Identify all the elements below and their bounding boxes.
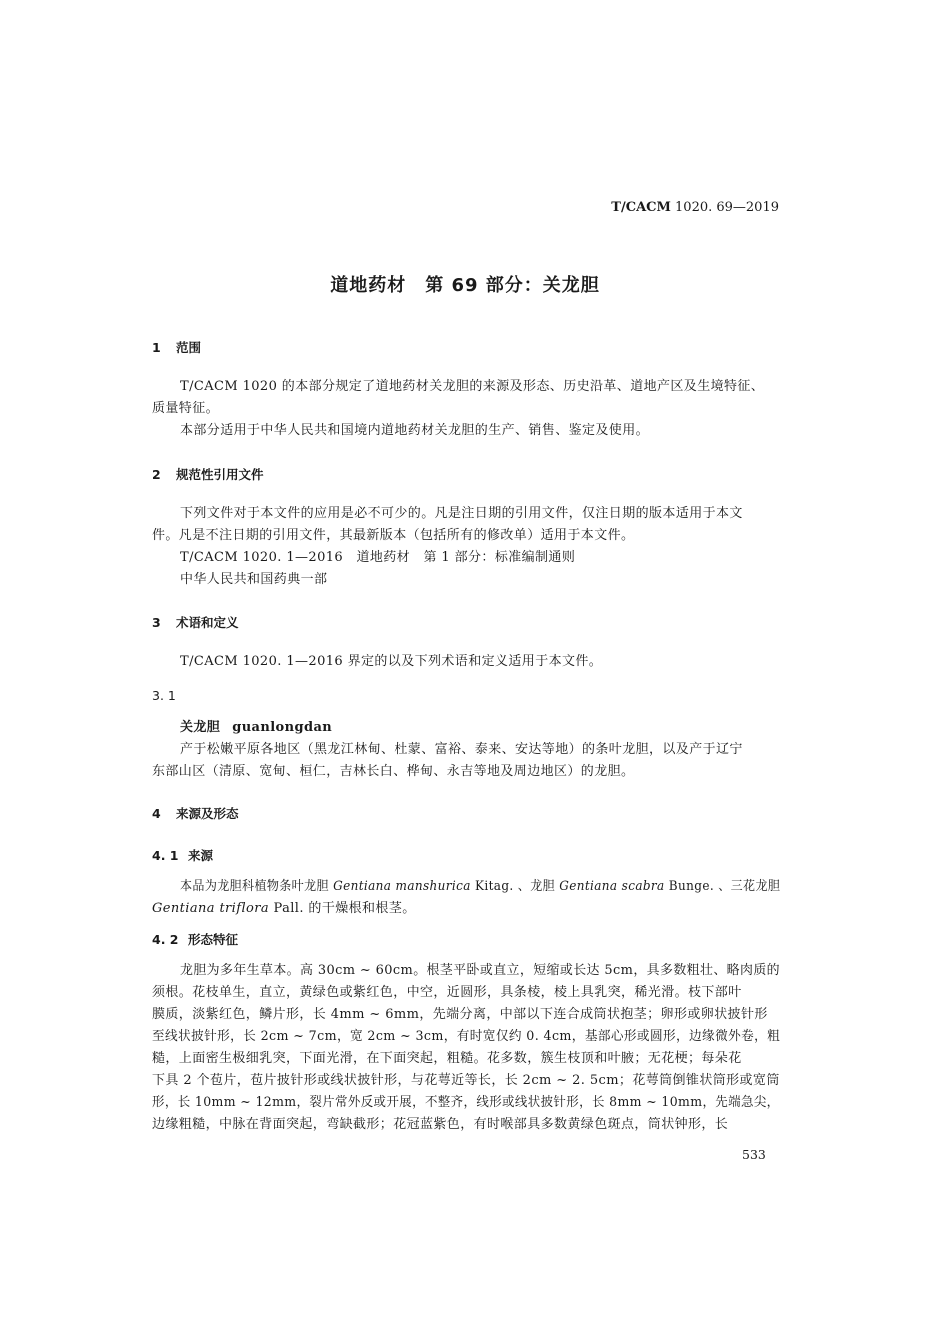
s1-paragraph-1-line-1: T/CACM 1020 的本部分规定了道地药材关龙胆的来源及形态、历史沿革、道地产区及生境特征、 — [180, 379, 765, 394]
term-english: guanlongdan — [232, 720, 333, 735]
term-chinese: 关龙胆 — [180, 720, 221, 735]
s2-paragraph-line-2: 件。凡是不注日期的引用文件，其最新版本（包括所有的修改单）适用于本文件。 — [152, 528, 635, 543]
s2-reference-1: T/CACM 1020. 1—2016 道地药材 第 1 部分：标准编制通则 — [180, 550, 576, 565]
s2-paragraph-line-1: 下列文件对于本文件的应用是必不可少的。凡是注日期的引用文件，仅注日期的版本适用于本文 — [180, 506, 743, 521]
morphology-line: 须根。花枝单生，直立，黄绿色或紫红色，中空，近圆形，具条棱，棱上具乳突，稀光滑。枝下部叶 — [152, 985, 742, 1000]
section-4-2-heading: 4. 2 形态特征 — [152, 932, 239, 947]
source-line-2: Gentiana triflora Pall. 的干燥根和根茎。 — [152, 901, 416, 916]
morphology-line: 糙，上面密生极细乳突，下面光滑，在下面突起，粗糙。花多数，簇生枝顶和叶腋；无花梗；每朵花 — [152, 1051, 742, 1066]
source-line-1: 本品为龙胆科植物条叶龙胆 Gentiana manshurica Kitag. 、龙胆 Gentiana scabra Bunge. 、三花龙胆 — [180, 879, 781, 894]
s3-paragraph: T/CACM 1020. 1—2016 界定的以及下列术语和定义适用于本文件。 — [180, 654, 603, 669]
species-name: Gentiana scabra — [559, 879, 665, 894]
term-definition-line-2: 东部山区（清原、宽甸、桓仁，吉林长白、桦甸、永吉等地及周边地区）的龙胆。 — [152, 764, 635, 779]
section-4-1-heading: 4. 1 来源 — [152, 848, 214, 863]
morphology-line: 膜质，淡紫红色，鳞片形，长 4mm ~ 6mm，先端分离，中部以下连合成筒状抱茎；卵形或卵状披针形 — [152, 1007, 768, 1022]
standard-number: T/CACM 1020. 69—2019 — [611, 200, 779, 215]
morphology-line: 至线状披针形，长 2cm ~ 7cm，宽 2cm ~ 3cm，有时宽仅约 0. 4cm，基部心形或圆形，边缘微外卷，粗 — [152, 1029, 781, 1044]
s1-paragraph-1-line-2: 质量特征。 — [152, 401, 220, 416]
morphology-line: 龙胆为多年生草本。高 30cm ~ 60cm。根茎平卧或直立，短缩或长达 5cm，具多数粗壮、略肉质的 — [180, 963, 781, 978]
section-2-heading: 2 规范性引用文件 — [152, 467, 264, 482]
section-3-heading: 3 术语和定义 — [152, 615, 239, 630]
section-1-heading: 1 范围 — [152, 340, 202, 355]
section-3-1-number: 3. 1 — [152, 688, 176, 703]
section-4-heading: 4 来源及形态 — [152, 806, 239, 821]
s1-paragraph-2: 本部分适用于中华人民共和国境内道地药材关龙胆的生产、销售、鉴定及使用。 — [180, 423, 650, 438]
term-entry — [180, 717, 332, 738]
term-definition-line-1: 产于松嫩平原各地区（黑龙江林甸、杜蒙、富裕、泰来、安达等地）的条叶龙胆，以及产于辽宁 — [180, 742, 743, 757]
morphology-line: 边缘粗糙，中脉在背面突起，弯缺截形；花冠蓝紫色，有时喉部具多数黄绿色斑点，筒状钟形，长 — [152, 1117, 729, 1132]
species-name: Gentiana manshurica — [333, 879, 471, 894]
page-title: 道地药材 第 69 部分：关龙胆 — [330, 275, 600, 296]
morphology-line: 下具 2 个苞片，苞片披针形或线状披针形，与花萼近等长，长 2cm ~ 2. 5cm；花萼筒倒锥状筒形或宽筒 — [152, 1073, 780, 1088]
morphology-line: 形，长 10mm ~ 12mm，裂片常外反或开展，不整齐，线形或线状披针形，长 8mm ~ 10mm，先端急尖， — [152, 1095, 780, 1110]
species-name: Gentiana triflora — [152, 901, 269, 916]
s2-reference-2: 中华人民共和国药典一部 — [180, 572, 328, 587]
page-number: 533 — [742, 1147, 766, 1162]
